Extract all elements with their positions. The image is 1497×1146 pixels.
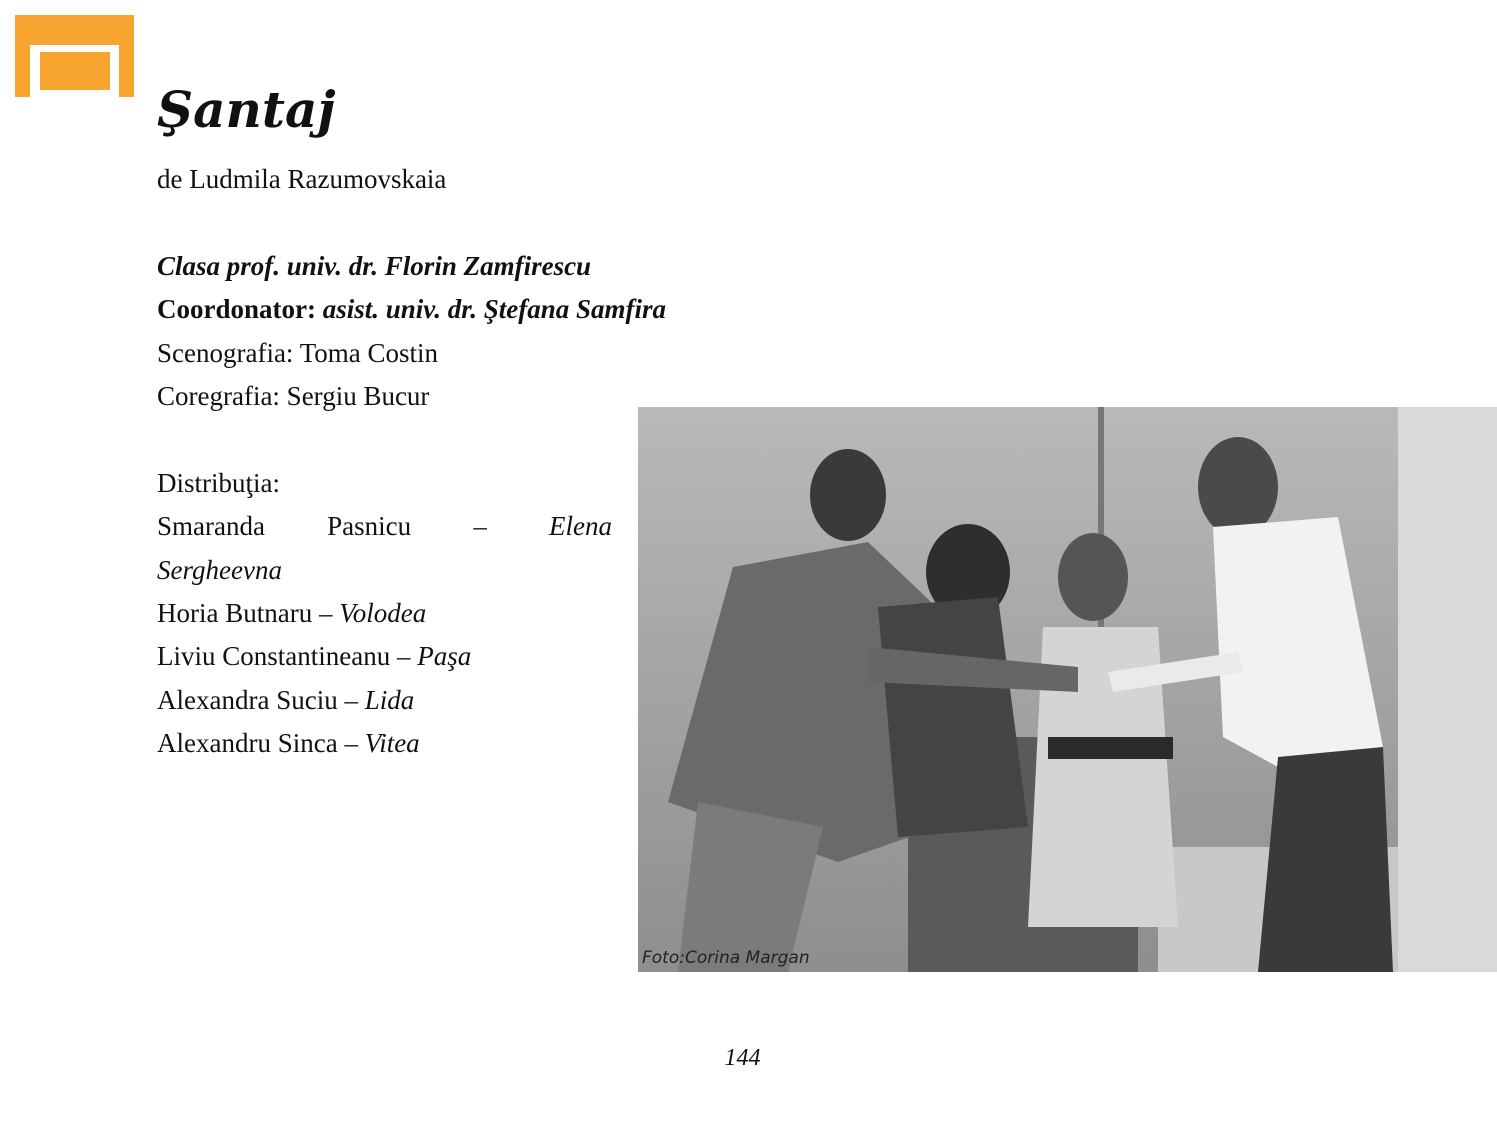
cast-item: [157, 505, 612, 548]
cast-word: Smaranda: [157, 511, 265, 542]
photo-credit: Foto:Corina Margan: [642, 948, 810, 968]
cast-word: Pasnicu: [327, 511, 412, 542]
spacer: [157, 201, 612, 244]
scenography-line: Scenografia: Toma Costin: [157, 337, 439, 368]
coordinator-label: Coordonator:: [157, 294, 316, 325]
cast-item: [157, 635, 612, 678]
logo-frame: [15, 15, 134, 97]
cast-role: Lida: [364, 684, 415, 715]
cast-item: [157, 592, 612, 635]
credits-block: [157, 158, 667, 766]
choreography-line: Coregrafia: Sergiu Bucur: [157, 381, 430, 412]
cast-role: Volodea: [339, 598, 427, 629]
cast-role: Paşa: [417, 641, 472, 672]
cast-word: –: [473, 511, 487, 542]
cast-actor: Horia Butnaru –: [157, 598, 340, 629]
logo-bar: [40, 52, 110, 90]
page-number: 144: [724, 1045, 761, 1071]
cast-item: [157, 679, 612, 722]
photo-illustration: [638, 407, 1497, 972]
cast-actor: Alexandra Suciu –: [157, 684, 365, 715]
cast-actor: Alexandru Sinca –: [157, 728, 365, 759]
author-line: de Ludmila Razumovskaia: [157, 164, 447, 194]
coordinator-line: [157, 288, 667, 331]
coordinator-name: asist. univ. dr. Ştefana Samfira: [315, 294, 667, 325]
stage-photo: [638, 407, 1497, 972]
cast-heading: Distribuţia:: [157, 467, 280, 498]
cast-item: [157, 722, 612, 765]
cast-role: Elena: [548, 511, 612, 542]
cast-role: Vitea: [364, 728, 420, 759]
class-line: Clasa prof. univ. dr. Florin Zamfirescu: [157, 250, 592, 281]
cast-actor: Liviu Constantineanu –: [157, 641, 418, 672]
page-title: Şantaj: [157, 80, 336, 139]
cast-role-continued: Sergheevna: [157, 554, 282, 585]
spacer: [157, 418, 612, 461]
